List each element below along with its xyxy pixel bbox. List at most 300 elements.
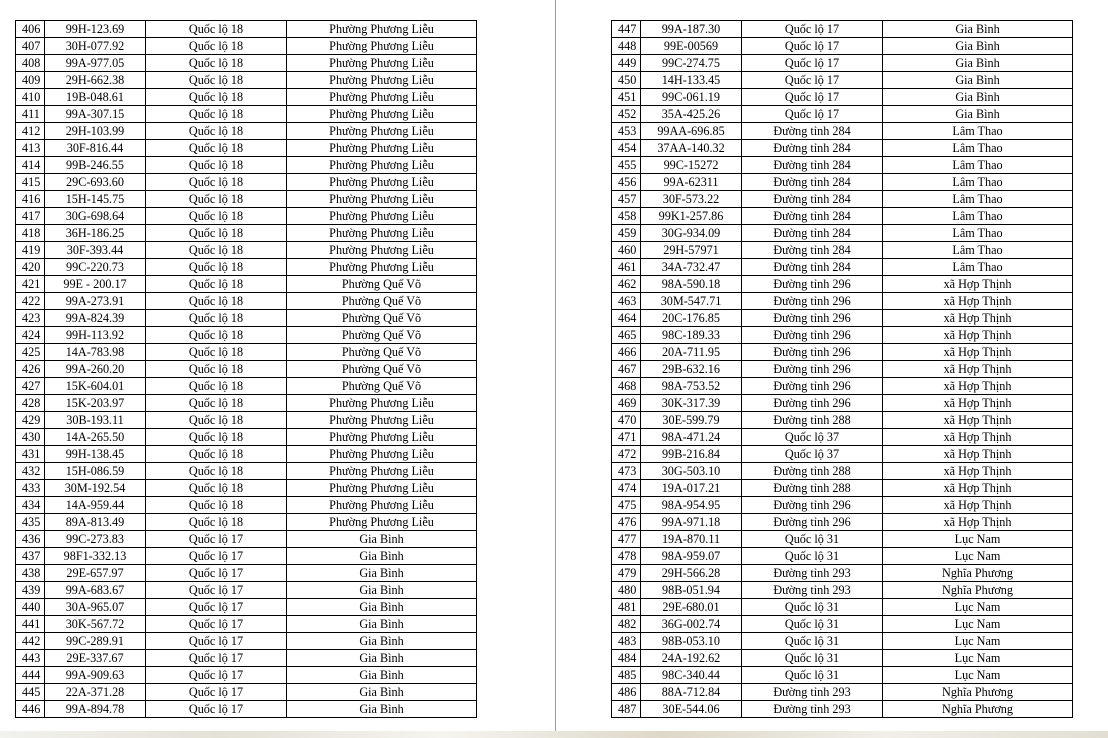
plate-number-cell: 99B-246.55 [45,157,146,174]
row-number-cell: 435 [16,514,45,531]
row-number-cell: 475 [612,497,641,514]
road-cell: Đường tỉnh 288 [742,480,883,497]
table-row [16,293,477,310]
location-cell: Nghĩa Phương [883,684,1073,701]
plate-number-cell: 29E-680.01 [641,599,742,616]
location-cell: xã Hợp Thịnh [883,327,1073,344]
road-cell: Quốc lộ 18 [146,89,287,106]
plate-number-cell: 98A-954.95 [641,497,742,514]
plate-number-cell: 22A-371.28 [45,684,146,701]
row-number-cell: 470 [612,412,641,429]
table-row [16,89,477,106]
plate-number-cell: 29E-337.67 [45,650,146,667]
road-cell: Quốc lộ 17 [146,633,287,650]
location-cell: Phường Quế Võ [287,276,477,293]
location-cell: Phường Phương Liễu [287,21,477,38]
table-row [16,378,477,395]
road-cell: Quốc lộ 18 [146,344,287,361]
location-cell: Gia Bình [287,548,477,565]
plate-number-cell: 99A-909.63 [45,667,146,684]
row-number-cell: 450 [612,72,641,89]
location-cell: xã Hợp Thịnh [883,429,1073,446]
table-row [16,225,477,242]
road-cell: Quốc lộ 18 [146,38,287,55]
row-number-cell: 472 [612,446,641,463]
location-cell: xã Hợp Thịnh [883,344,1073,361]
road-cell: Quốc lộ 18 [146,106,287,123]
location-cell: Gia Bình [287,599,477,616]
table-row [16,259,477,276]
row-number-cell: 479 [612,565,641,582]
row-number-cell: 458 [612,208,641,225]
table-row [612,514,1073,531]
location-cell: Phường Phương Liễu [287,463,477,480]
row-number-cell: 457 [612,191,641,208]
table-row [612,259,1073,276]
row-number-cell: 480 [612,582,641,599]
row-number-cell: 410 [16,89,45,106]
plate-number-cell: 98C-189.33 [641,327,742,344]
road-cell: Quốc lộ 18 [146,395,287,412]
plate-number-cell: 99A-260.20 [45,361,146,378]
row-number-cell: 431 [16,446,45,463]
plate-number-cell: 99C-274.75 [641,55,742,72]
road-cell: Đường tỉnh 288 [742,463,883,480]
table-row [16,582,477,599]
road-cell: Quốc lộ 17 [742,21,883,38]
location-cell: Phường Phương Liễu [287,514,477,531]
location-cell: Gia Bình [287,616,477,633]
table-row [16,327,477,344]
table-row [16,208,477,225]
location-cell: xã Hợp Thịnh [883,378,1073,395]
table-row [16,276,477,293]
row-number-cell: 426 [16,361,45,378]
plate-number-cell: 15K-604.01 [45,378,146,395]
table-row [16,191,477,208]
table-body-left [16,21,477,718]
row-number-cell: 437 [16,548,45,565]
plate-number-cell: 19A-017.21 [641,480,742,497]
row-number-cell: 418 [16,225,45,242]
road-cell: Quốc lộ 18 [146,378,287,395]
location-cell: Phường Phương Liễu [287,395,477,412]
plate-number-cell: 30E-544.06 [641,701,742,718]
plate-number-cell: 29E-657.97 [45,565,146,582]
road-cell: Quốc lộ 31 [742,599,883,616]
road-cell: Đường tỉnh 296 [742,327,883,344]
location-cell: Gia Bình [287,650,477,667]
location-cell: xã Hợp Thịnh [883,276,1073,293]
table-row [612,616,1073,633]
road-cell: Quốc lộ 37 [742,446,883,463]
road-cell: Quốc lộ 17 [742,55,883,72]
row-number-cell: 485 [612,667,641,684]
row-number-cell: 487 [612,701,641,718]
table-row [612,344,1073,361]
location-cell: Phường Phương Liễu [287,123,477,140]
table-row [16,344,477,361]
table-row [612,531,1073,548]
table-row [16,514,477,531]
road-cell: Quốc lộ 17 [742,38,883,55]
row-number-cell: 409 [16,72,45,89]
road-cell: Quốc lộ 18 [146,140,287,157]
table-row [612,446,1073,463]
table-row [16,395,477,412]
plate-number-cell: 29H-103.99 [45,123,146,140]
location-cell: xã Hợp Thịnh [883,310,1073,327]
location-cell: Lâm Thao [883,225,1073,242]
location-cell: Phường Phương Liễu [287,157,477,174]
row-number-cell: 462 [612,276,641,293]
row-number-cell: 408 [16,55,45,72]
row-number-cell: 476 [612,514,641,531]
table-row [16,599,477,616]
location-cell: Phường Phương Liễu [287,480,477,497]
table-row [612,701,1073,718]
road-cell: Đường tỉnh 293 [742,684,883,701]
table-row [612,276,1073,293]
plate-number-cell: 19A-870.11 [641,531,742,548]
plate-number-cell: 29H-566.28 [641,565,742,582]
row-number-cell: 414 [16,157,45,174]
table-row [612,242,1073,259]
row-number-cell: 448 [612,38,641,55]
location-cell: Phường Phương Liễu [287,106,477,123]
road-cell: Quốc lộ 17 [146,616,287,633]
road-cell: Quốc lộ 17 [742,89,883,106]
row-number-cell: 432 [16,463,45,480]
road-cell: Quốc lộ 17 [742,106,883,123]
location-cell: Gia Bình [287,565,477,582]
location-cell: Lục Nam [883,667,1073,684]
location-cell: Lâm Thao [883,242,1073,259]
plate-number-cell: 14H-133.45 [641,72,742,89]
location-cell: Phường Phương Liễu [287,225,477,242]
road-cell: Đường tỉnh 284 [742,259,883,276]
row-number-cell: 420 [16,259,45,276]
plate-number-cell: 98F1-332.13 [45,548,146,565]
table-row [612,208,1073,225]
table-row [16,565,477,582]
location-cell: Gia Bình [883,106,1073,123]
row-number-cell: 463 [612,293,641,310]
road-cell: Quốc lộ 31 [742,633,883,650]
table-row [16,480,477,497]
row-number-cell: 466 [612,344,641,361]
location-cell: Gia Bình [287,701,477,718]
road-cell: Quốc lộ 18 [146,208,287,225]
location-cell: Gia Bình [287,633,477,650]
plate-number-cell: 30A-965.07 [45,599,146,616]
plate-number-cell: 99C-273.83 [45,531,146,548]
plate-number-cell: 99H-113.92 [45,327,146,344]
row-number-cell: 474 [612,480,641,497]
road-cell: Quốc lộ 18 [146,242,287,259]
plate-number-cell: 30F-816.44 [45,140,146,157]
table-row [612,378,1073,395]
table-row [16,242,477,259]
row-number-cell: 454 [612,140,641,157]
row-number-cell: 441 [16,616,45,633]
plate-number-cell: 37AA-140.32 [641,140,742,157]
table-row [612,361,1073,378]
location-cell: xã Hợp Thịnh [883,412,1073,429]
road-cell: Đường tỉnh 284 [742,140,883,157]
location-cell: Lục Nam [883,616,1073,633]
plate-number-cell: 19B-048.61 [45,89,146,106]
road-cell: Đường tỉnh 284 [742,174,883,191]
location-cell: Phường Phương Liễu [287,174,477,191]
plate-number-cell: 20A-711.95 [641,344,742,361]
plate-number-cell: 99E-00569 [641,38,742,55]
table-row [612,38,1073,55]
location-cell: Phường Quế Võ [287,327,477,344]
table-row [612,429,1073,446]
row-number-cell: 439 [16,582,45,599]
road-cell: Quốc lộ 17 [146,582,287,599]
road-cell: Quốc lộ 18 [146,72,287,89]
row-number-cell: 482 [612,616,641,633]
road-cell: Quốc lộ 18 [146,259,287,276]
plate-number-cell: 88A-712.84 [641,684,742,701]
row-number-cell: 447 [612,21,641,38]
road-cell: Quốc lộ 31 [742,548,883,565]
road-cell: Quốc lộ 17 [146,684,287,701]
plate-number-cell: 30H-077.92 [45,38,146,55]
plate-number-cell: 36G-002.74 [641,616,742,633]
plate-number-cell: 15K-203.97 [45,395,146,412]
plate-number-cell: 35A-425.26 [641,106,742,123]
road-cell: Đường tỉnh 296 [742,361,883,378]
plate-number-cell: 99H-138.45 [45,446,146,463]
table-row [16,616,477,633]
road-cell: Đường tỉnh 284 [742,208,883,225]
table-row [16,174,477,191]
location-cell: Phường Quế Võ [287,361,477,378]
table-row [612,123,1073,140]
location-cell: Lục Nam [883,531,1073,548]
table-row [612,395,1073,412]
plate-number-cell: 99A-683.67 [45,582,146,599]
row-number-cell: 423 [16,310,45,327]
plate-number-cell: 98A-471.24 [641,429,742,446]
plate-number-cell: 99A-187.30 [641,21,742,38]
plate-number-cell: 99H-123.69 [45,21,146,38]
location-cell: Gia Bình [287,667,477,684]
plate-number-cell: 99A-971.18 [641,514,742,531]
plate-number-cell: 14A-783.98 [45,344,146,361]
table-row [16,667,477,684]
location-cell: Gia Bình [287,582,477,599]
row-number-cell: 468 [612,378,641,395]
plate-number-cell: 99C-15272 [641,157,742,174]
table-row [16,21,477,38]
table-row [612,191,1073,208]
row-number-cell: 424 [16,327,45,344]
plate-number-cell: 89A-813.49 [45,514,146,531]
location-cell: xã Hợp Thịnh [883,480,1073,497]
road-cell: Quốc lộ 17 [146,650,287,667]
row-number-cell: 416 [16,191,45,208]
location-cell: Gia Bình [883,55,1073,72]
plate-number-cell: 30G-503.10 [641,463,742,480]
road-cell: Quốc lộ 37 [742,429,883,446]
location-cell: Lục Nam [883,599,1073,616]
road-cell: Đường tỉnh 296 [742,378,883,395]
table-row [612,72,1073,89]
row-number-cell: 481 [612,599,641,616]
plate-number-cell: 24A-192.62 [641,650,742,667]
row-number-cell: 449 [612,55,641,72]
plate-number-cell: 30K-567.72 [45,616,146,633]
location-cell: Lâm Thao [883,123,1073,140]
location-cell: xã Hợp Thịnh [883,395,1073,412]
road-cell: Quốc lộ 31 [742,616,883,633]
location-cell: Phường Quế Võ [287,293,477,310]
road-cell: Quốc lộ 18 [146,276,287,293]
road-cell: Đường tỉnh 284 [742,123,883,140]
road-cell: Quốc lộ 18 [146,327,287,344]
location-cell: Phường Phương Liễu [287,259,477,276]
row-number-cell: 436 [16,531,45,548]
road-cell: Đường tỉnh 293 [742,701,883,718]
row-number-cell: 484 [612,650,641,667]
plate-number-cell: 30G-934.09 [641,225,742,242]
plate-number-cell: 29B-632.16 [641,361,742,378]
row-number-cell: 419 [16,242,45,259]
table-row [16,633,477,650]
location-cell: Phường Quế Võ [287,378,477,395]
plate-number-cell: 99A-273.91 [45,293,146,310]
plate-number-cell: 30E-599.79 [641,412,742,429]
row-number-cell: 464 [612,310,641,327]
road-cell: Đường tỉnh 284 [742,242,883,259]
table-row [612,106,1073,123]
table-row [16,310,477,327]
location-cell: xã Hợp Thịnh [883,293,1073,310]
road-cell: Đường tỉnh 296 [742,344,883,361]
plate-number-cell: 99AA-696.85 [641,123,742,140]
row-number-cell: 455 [612,157,641,174]
location-cell: Gia Bình [287,531,477,548]
table-row [612,684,1073,701]
location-cell: Lâm Thao [883,174,1073,191]
plate-number-cell: 30F-393.44 [45,242,146,259]
road-cell: Quốc lộ 18 [146,174,287,191]
road-cell: Quốc lộ 18 [146,480,287,497]
location-cell: Nghĩa Phương [883,582,1073,599]
road-cell: Quốc lộ 18 [146,463,287,480]
table-row [16,531,477,548]
road-cell: Quốc lộ 18 [146,361,287,378]
road-cell: Quốc lộ 18 [146,191,287,208]
location-cell: Gia Bình [883,21,1073,38]
table-row [16,650,477,667]
table-row [612,157,1073,174]
row-number-cell: 461 [612,259,641,276]
table-row [16,684,477,701]
location-cell: xã Hợp Thịnh [883,361,1073,378]
road-cell: Quốc lộ 18 [146,310,287,327]
road-cell: Đường tỉnh 284 [742,191,883,208]
plate-number-cell: 98B-053.10 [641,633,742,650]
location-cell: Phường Phương Liễu [287,89,477,106]
table-row [612,582,1073,599]
row-number-cell: 443 [16,650,45,667]
road-cell: Đường tỉnh 296 [742,395,883,412]
road-cell: Quốc lộ 18 [146,123,287,140]
table-row [612,463,1073,480]
road-cell: Đường tỉnh 296 [742,276,883,293]
page-bottom-edge [0,731,1108,738]
table-row [612,327,1073,344]
location-cell: Phường Quế Võ [287,344,477,361]
table-row [16,106,477,123]
row-number-cell: 428 [16,395,45,412]
plate-number-cell: 99A-824.39 [45,310,146,327]
row-number-cell: 412 [16,123,45,140]
row-number-cell: 429 [16,412,45,429]
road-cell: Quốc lộ 18 [146,225,287,242]
table-row [612,548,1073,565]
table-body-right [612,21,1073,718]
location-cell: xã Hợp Thịnh [883,497,1073,514]
plate-number-cell: 30M-192.54 [45,480,146,497]
location-cell: Phường Quế Võ [287,310,477,327]
road-cell: Quốc lộ 18 [146,21,287,38]
location-cell: Lục Nam [883,650,1073,667]
plate-number-cell: 15H-086.59 [45,463,146,480]
row-number-cell: 471 [612,429,641,446]
road-cell: Quốc lộ 17 [146,701,287,718]
row-number-cell: 456 [612,174,641,191]
location-cell: Lục Nam [883,633,1073,650]
row-number-cell: 411 [16,106,45,123]
road-cell: Quốc lộ 18 [146,429,287,446]
location-cell: Gia Bình [287,684,477,701]
table-row [612,310,1073,327]
table-row [612,650,1073,667]
table-row [16,140,477,157]
table-row [612,225,1073,242]
table-row [612,667,1073,684]
row-number-cell: 444 [16,667,45,684]
road-cell: Đường tỉnh 296 [742,293,883,310]
location-cell: Phường Phương Liễu [287,429,477,446]
row-number-cell: 438 [16,565,45,582]
road-cell: Quốc lộ 31 [742,531,883,548]
plate-number-cell: 14A-265.50 [45,429,146,446]
location-cell: xã Hợp Thịnh [883,514,1073,531]
row-number-cell: 477 [612,531,641,548]
road-cell: Đường tỉnh 288 [742,412,883,429]
road-cell: Quốc lộ 17 [146,667,287,684]
row-number-cell: 442 [16,633,45,650]
plate-number-cell: 30B-193.11 [45,412,146,429]
road-cell: Quốc lộ 18 [146,497,287,514]
row-number-cell: 483 [612,633,641,650]
table-row [612,21,1073,38]
plate-number-cell: 99C-061.19 [641,89,742,106]
row-number-cell: 445 [16,684,45,701]
location-cell: xã Hợp Thịnh [883,446,1073,463]
road-cell: Quốc lộ 17 [146,548,287,565]
row-number-cell: 407 [16,38,45,55]
table-row [16,361,477,378]
row-number-cell: 440 [16,599,45,616]
